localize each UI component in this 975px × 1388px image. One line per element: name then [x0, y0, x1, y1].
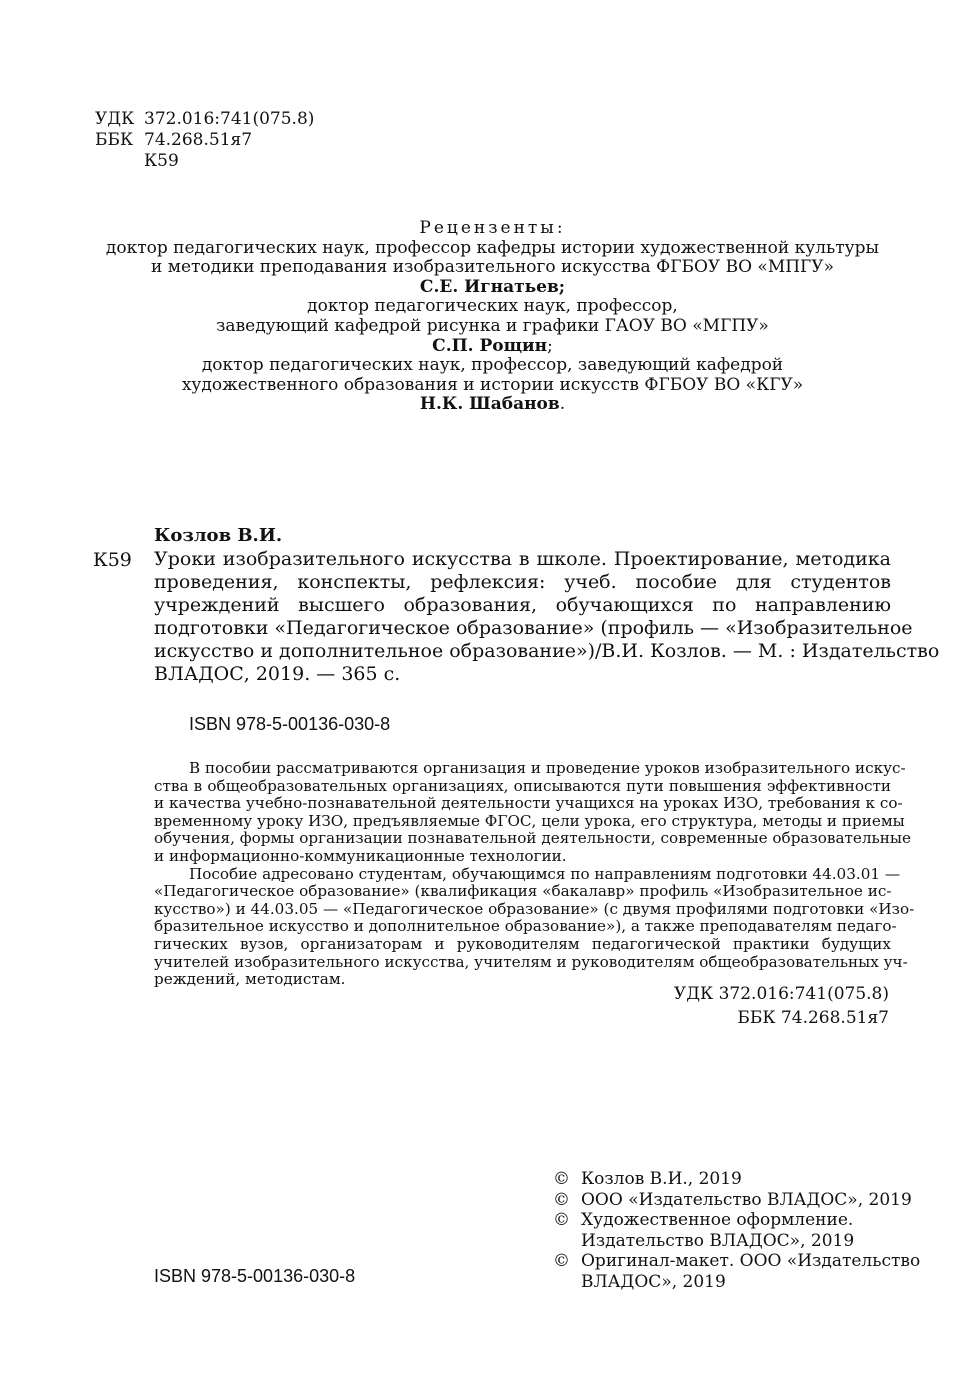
entry-author: Козлов В.И.: [154, 525, 283, 546]
udk-row: [95, 109, 314, 130]
entry-description: [154, 548, 940, 686]
reviewer-3-line-1: доктор педагогических наук, профессор, заведующий кафедрой: [201, 355, 784, 376]
copyright-symbol: ©: [553, 1189, 570, 1210]
footer-isbn: ISBN 978-5-00136-030-8: [154, 1266, 356, 1286]
copyright-item: [553, 1251, 920, 1272]
abstract-paragraph-1-end: и информационно-коммуникационные технологии.: [154, 846, 567, 865]
reviewer-3-name-text: Н.К. Шабанов: [419, 394, 560, 415]
abstract-line: и качества учебно-познавательной деятельности учащихся на уроках ИЗО, требования к со-: [154, 794, 903, 813]
bbk-value: 74.268.51я7: [144, 130, 253, 150]
entry-line: искусство и дополнительное образование»)/В.И. Козлов. — М. : Издательство: [154, 640, 940, 662]
bbk-row: [95, 130, 314, 151]
reviewers-block: [0, 219, 975, 415]
bbk-label: ББК: [95, 130, 134, 150]
abstract-line: кусство») и 44.03.05 — «Педагогическое образование» (с двумя профилями подготовки «Изо-: [154, 899, 915, 918]
copyright-item: [553, 1169, 920, 1190]
copyright-block: [553, 1169, 920, 1292]
abstract: [154, 759, 915, 989]
abstract-line: ства в общеобразовательных организациях, описываются пути повышения эффективности: [154, 776, 891, 795]
classification-footer: [674, 982, 889, 1030]
abstract-line: бразительное искусство и дополнительное образование»), а также преподавателям педаго-: [154, 917, 897, 936]
copyright-symbol: ©: [553, 1169, 570, 1189]
copyright-symbol: ©: [553, 1251, 570, 1271]
copyright-item: [553, 1190, 920, 1211]
entry-line-last: ВЛАДОС, 2019. — 365 с.: [154, 663, 401, 685]
author-mark: К59: [144, 151, 179, 171]
copyright-text-continued: Издательство ВЛАДОС», 2019: [581, 1230, 855, 1251]
copyright-text: ООО «Издательство ВЛАДОС», 2019: [581, 1189, 912, 1210]
abstract-line: временному уроку ИЗО, предъявляемые ФГОС, цели урока, его структура, методы и приемы: [154, 811, 905, 830]
reviewer-3-name: [0, 395, 975, 415]
reviewer-1-name-text: С.Е. Игнатьев;: [419, 276, 566, 297]
reviewer-1-line-2: и методики преподавания изобразительного искусства ФГБОУ ВО «МПГУ»: [150, 257, 834, 278]
copyright-text-continued: ВЛАДОС», 2019: [581, 1271, 726, 1292]
copyright-symbol: ©: [553, 1210, 570, 1230]
entry-line: учреждений высшего образования, обучающихся по направлению: [154, 594, 891, 616]
entry-line: проведения, конспекты, рефлексия: учеб. пособие для студентов: [154, 571, 891, 593]
reviewer-2-line-1: доктор педагогических наук, профессор,: [307, 296, 678, 317]
abstract-line: Пособие адресовано студентам, обучающимся по направлениям подготовки 44.03.01 —: [189, 864, 901, 883]
reviewer-2-name: [0, 337, 975, 357]
reviewer-3-punct: .: [559, 394, 566, 415]
copyright-text: Козлов В.И., 2019: [581, 1169, 742, 1189]
abstract-line: обучения, формы организации познавательной деятельности, современные образовательные: [154, 829, 912, 848]
reviewer-2-line-2: заведующий кафедрой рисунка и графики ГАОУ ВО «МГПУ»: [216, 315, 769, 336]
entry-mark: К59: [93, 549, 132, 571]
copyright-item: [553, 1210, 920, 1231]
reviewers-heading: Рецензенты:: [419, 218, 566, 238]
entry-line: подготовки «Педагогическое образование» (профиль — «Изобразительное: [154, 617, 913, 639]
abstract-line: учителей изобразительного искусства, учителям и руководителям общеобразовательных уч-: [154, 952, 908, 971]
reviewer-1-name: [0, 278, 975, 298]
copyright-text: Художественное оформление.: [581, 1210, 854, 1230]
udk-footer: УДК 372.016:741(075.8): [673, 984, 889, 1004]
reviewer-3-line-2: художественного образования и истории искусств ФГБОУ ВО «КГУ»: [181, 374, 804, 395]
abstract-line: гических вузов, организаторам и руководителям педагогической практики будущих: [154, 934, 891, 953]
reviewer-2-name-text: С.П. Рощин: [432, 335, 548, 356]
entry-isbn: ISBN 978-5-00136-030-8: [189, 714, 391, 734]
bbk-footer: ББК 74.268.51я7: [737, 1008, 889, 1028]
udk-value: 372.016:741(075.8): [144, 109, 315, 129]
classification-codes: [95, 109, 314, 172]
reviewer-1-line-1: доктор педагогических наук, профессор кафедры истории художественной культуры: [105, 237, 880, 258]
abstract-line: В пособии рассматриваются организация и проведение уроков изобразительного искус-: [189, 759, 906, 777]
entry-line: Уроки изобразительного искусства в школе. Проектирование, методика: [154, 548, 891, 570]
reviewer-2-punct: ;: [547, 335, 553, 356]
abstract-line: «Педагогическое образование» (квалификация «бакалавр» профиль «Изобразительное ис-: [154, 882, 892, 901]
udk-label: УДК: [95, 109, 135, 129]
abstract-paragraph-2-end: реждений, методистам.: [154, 970, 346, 989]
copyright-text: Оригинал-макет. ООО «Издательство: [581, 1251, 921, 1271]
